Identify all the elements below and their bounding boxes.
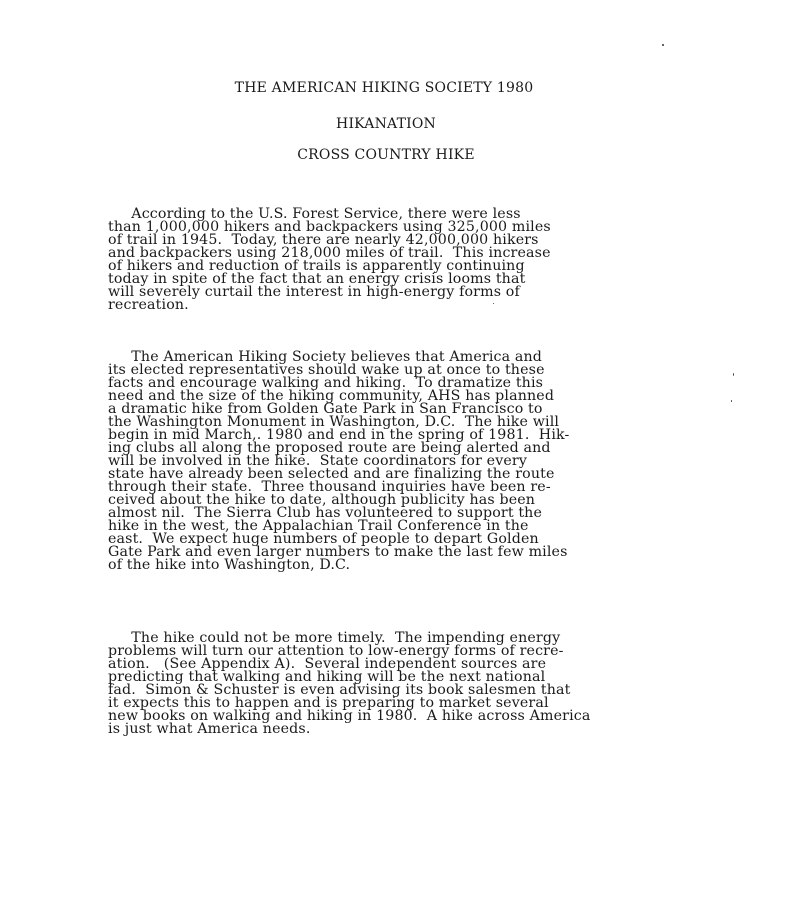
text-line: ation. (See Appendix A). Several independent sources are bbox=[108, 656, 547, 672]
text-line: ceived about the hike to date, although publicity has been bbox=[108, 492, 536, 508]
text-line: will severely curtail the interest in high-energy forms of bbox=[108, 284, 520, 300]
text-line: east. We expect huge numbers of people to depart Golden bbox=[108, 531, 539, 547]
scan-speck bbox=[733, 373, 734, 376]
scan-speck bbox=[493, 303, 494, 304]
text-line: The hike could not be more timely. The impending energy bbox=[108, 630, 561, 646]
text-line: will be involved in the hike. State coordinators for every bbox=[108, 453, 528, 469]
text-line: state have already been selected and are finalizing the route bbox=[108, 466, 555, 482]
text-line: through their state. Three thousand inquiries have been re- bbox=[108, 479, 551, 495]
text-line: today in spite of the fact that an energy crisis looms that bbox=[108, 271, 526, 287]
text-line: its elected representatives should wake up at once to these bbox=[108, 362, 545, 378]
scan-speck bbox=[731, 400, 732, 402]
document-subtitle: HIKANATION bbox=[336, 116, 436, 132]
scan-speck bbox=[662, 44, 664, 46]
text-line: hike in the west, the Appalachian Trail Conference in the bbox=[108, 518, 529, 534]
text-line: ing clubs all along the proposed route are being alerted and bbox=[108, 440, 551, 456]
text-line: of trail in 1945. Today, there are nearly 42,000,000 hikers bbox=[108, 232, 539, 248]
paragraph-3 bbox=[108, 632, 728, 736]
text-line: and backpackers using 218,000 miles of trail. This increase bbox=[108, 245, 551, 261]
text-line: begin in mid March,. 1980 and end in the spring of 1981. Hik- bbox=[108, 427, 570, 443]
text-line: need and the size of the hiking community, AHS has planned bbox=[108, 388, 555, 404]
text-line: According to the U.S. Forest Service, there were less bbox=[108, 206, 521, 222]
text-line: fad. Simon & Schuster is even advising its book salesmen that bbox=[108, 682, 571, 698]
text-line: new books on walking and hiking in 1980. A hike across America bbox=[108, 708, 591, 724]
text-line: recreation. bbox=[108, 297, 189, 313]
paragraph-2 bbox=[108, 351, 728, 572]
text-line: predicting that walking and hiking will be the next national bbox=[108, 669, 546, 685]
text-line: the Washington Monument in Washington, D.C. The hike will bbox=[108, 414, 560, 430]
text-line: Gate Park and even larger numbers to make the last few miles bbox=[108, 544, 568, 560]
text-line: problems will turn our attention to low-energy forms of recre- bbox=[108, 643, 564, 659]
text-line: of the hike into Washington, D.C. bbox=[108, 557, 351, 573]
text-line: than 1,000,000 hikers and backpackers using 325,000 miles bbox=[108, 219, 551, 235]
text-line: of hikers and reduction of trails is apparently continuing bbox=[108, 258, 525, 274]
document-title: THE AMERICAN HIKING SOCIETY 1980 bbox=[234, 80, 534, 96]
text-line: is just what America needs. bbox=[108, 721, 311, 737]
paragraph-1 bbox=[108, 208, 728, 312]
text-line: almost nil. The Sierra Club has volunteered to support the bbox=[108, 505, 543, 521]
text-line: it expects this to happen and is preparing to market several bbox=[108, 695, 549, 711]
text-line: a dramatic hike from Golden Gate Park in San Francisco to bbox=[108, 401, 543, 417]
text-line: The American Hiking Society believes that America and bbox=[108, 349, 543, 365]
document-subheading: CROSS COUNTRY HIKE bbox=[297, 147, 475, 163]
text-line: facts and encourage walking and hiking. To dramatize this bbox=[108, 375, 544, 391]
